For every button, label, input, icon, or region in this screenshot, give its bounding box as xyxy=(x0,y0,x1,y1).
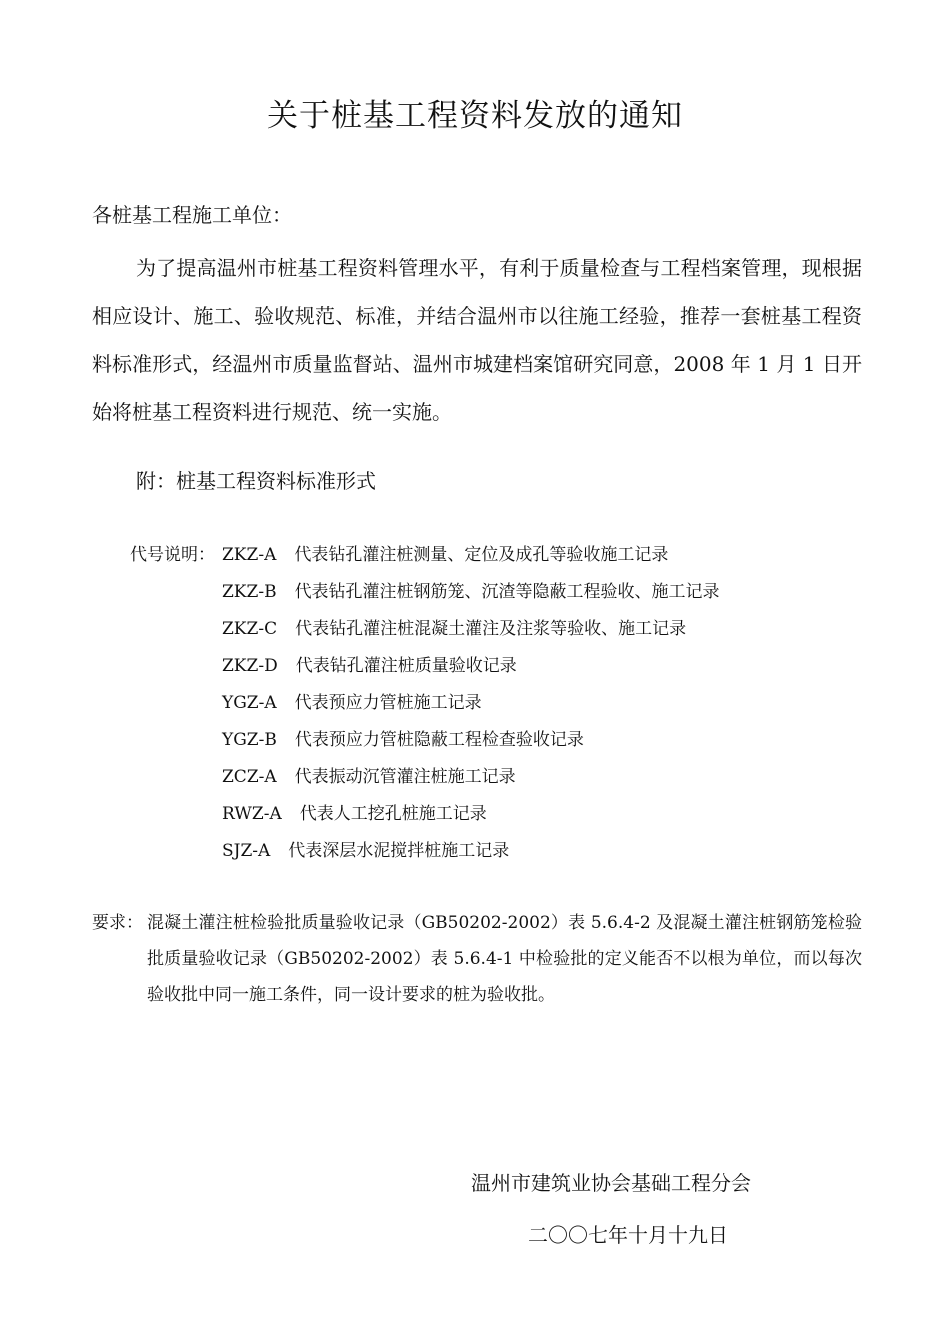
code-id: RWZ-A xyxy=(222,804,282,824)
code-description: 代表振动沉管灌注桩施工记录 xyxy=(294,767,516,787)
code-id: SJZ-A xyxy=(222,841,271,861)
code-id: ZKZ-B xyxy=(222,582,277,602)
requirement-text: 混凝土灌注桩检验批质量验收记录（GB50202-2002）表 5.6.4-2 及混凝土灌注桩钢筋笼检验批质量验收记录（GB50202-2002）表 5.6.4-1 中检验批的定义能否不以根为单位，而以每次验收批中同一施工条件，同一设计要求的桩为验收批。 xyxy=(147,913,862,1005)
code-id: YGZ-B xyxy=(222,730,277,750)
code-row xyxy=(222,651,517,681)
code-row xyxy=(222,836,509,866)
code-description: 代表钻孔灌注桩混凝土灌注及注浆等验收、施工记录 xyxy=(295,619,687,639)
document-date: 二〇〇七年十月十九日 xyxy=(528,1223,728,1247)
code-id: ZKZ-A xyxy=(222,545,277,565)
code-row xyxy=(222,688,482,718)
code-row xyxy=(222,799,487,829)
code-description: 代表人工挖孔桩施工记录 xyxy=(299,804,487,824)
code-id: ZKZ-C xyxy=(222,619,278,639)
code-description: 代表钻孔灌注桩质量验收记录 xyxy=(295,656,517,676)
code-description: 代表预应力管桩隐蔽工程检查验收记录 xyxy=(294,730,584,750)
code-row xyxy=(222,614,686,644)
document-title: 关于桩基工程资料发放的通知 xyxy=(267,98,683,134)
code-row xyxy=(222,540,668,570)
code-row xyxy=(222,577,720,607)
code-id: ZKZ-D xyxy=(222,656,278,676)
code-id: ZCZ-A xyxy=(222,767,277,787)
code-row xyxy=(222,762,516,792)
body-paragraph: 为了提高温州市桩基工程资料管理水平，有利于质量检查与工程档案管理，现根据相应设计、施工、验收规范、标准，并结合温州市以往施工经验，推荐一套桩基工程资料标准形式，经温州市质量监督站、温州市城建档案馆研究同意，2008 年 1 月 1 日开始将桩基工程资料进行规范、统一实施。 xyxy=(92,256,862,424)
code-row xyxy=(222,725,584,755)
code-id: YGZ-A xyxy=(222,693,277,713)
signer: 温州市建筑业协会基础工程分会 xyxy=(471,1171,751,1195)
attachment-note: 附：桩基工程资料标准形式 xyxy=(136,469,376,493)
requirement-label: 要求： xyxy=(92,913,143,933)
code-description: 代表深层水泥搅拌桩施工记录 xyxy=(288,841,510,861)
salutation: 各桩基工程施工单位： xyxy=(92,203,292,227)
code-description: 代表预应力管桩施工记录 xyxy=(294,693,482,713)
codes-label: 代号说明： xyxy=(130,545,215,565)
code-description: 代表钻孔灌注桩测量、定位及成孔等验收施工记录 xyxy=(294,545,669,565)
code-description: 代表钻孔灌注桩钢筋笼、沉渣等隐蔽工程验收、施工记录 xyxy=(294,582,720,602)
